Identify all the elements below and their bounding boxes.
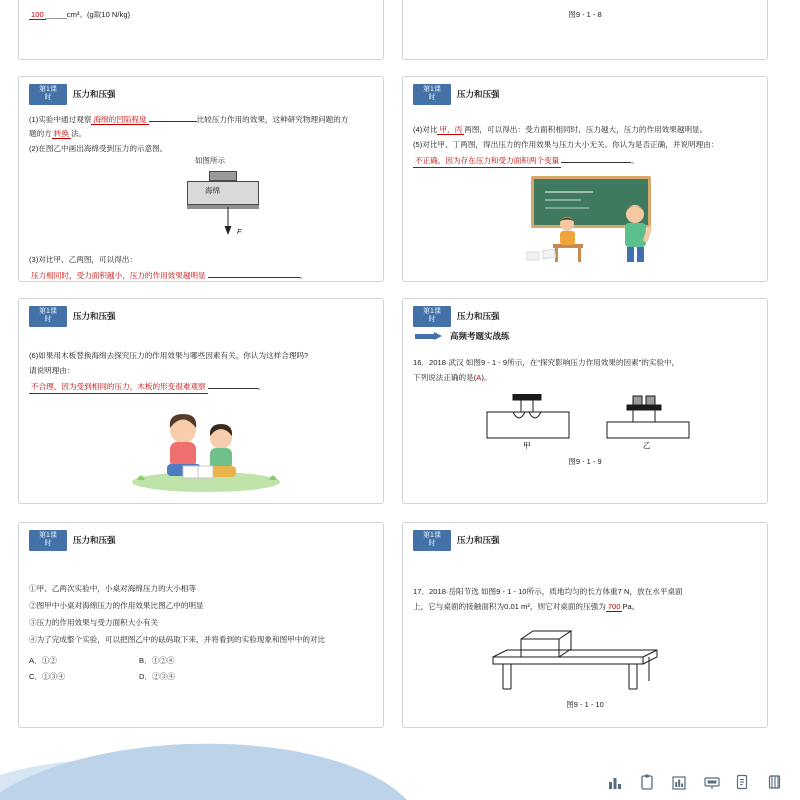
slide3-q1-mid: 比较压力作用的效果，这种研究物理问题的方 [196, 115, 349, 124]
slide3-q1-suffix: 法。 [70, 129, 87, 138]
slide4-q4 [413, 123, 757, 136]
slide4-illustration [413, 172, 757, 264]
slide6-q16-line1: 16．2018·武汉 如图9 - 1 - 9所示，在“探究影响压力作用效果的因素”的实验中， [413, 358, 680, 367]
slide8-figure [413, 629, 757, 719]
fig-label-jia: 甲 [523, 441, 531, 450]
list-icon[interactable] [768, 774, 782, 790]
slide6-figure [413, 394, 757, 478]
slide3-q3-blank-tail [208, 268, 300, 278]
slide3-q3-block [29, 253, 373, 282]
slide8-header [413, 529, 757, 551]
slide8-q17-pre: 上，它与桌面的接触面积为0.01 m²，则它对桌面的压强为 [413, 602, 606, 611]
slide5-header [29, 305, 373, 327]
slide-thumbnail-6[interactable] [402, 298, 768, 504]
lesson-badge [413, 530, 451, 551]
slide4-q5-answer: 不正确，因为存在压力和受力面积两个变量 [413, 154, 561, 168]
lesson-badge [29, 84, 67, 105]
badge-line1: 第1课 [39, 85, 57, 93]
slide4-q4-prefix: (4)对比 [413, 125, 438, 134]
slide3-q1 [29, 113, 373, 126]
slide6-title: 压力和压强 [457, 311, 500, 321]
badge-line1: 第1课 [423, 531, 441, 539]
page-footer [0, 740, 800, 800]
slide3-q1-red: 转换 [53, 129, 69, 138]
slide6-subtitle-row [415, 330, 757, 342]
slide6-body [413, 356, 757, 384]
slide8-body [413, 585, 757, 613]
lesson-badge [413, 306, 451, 327]
fig-small-block [209, 171, 237, 181]
slide7-option-b: B．①②④ [139, 656, 175, 665]
slide1-partial-line [29, 0, 373, 6]
slide5-q6-line2: 请说明理由： [29, 366, 75, 375]
chart-columns-icon[interactable] [672, 774, 686, 790]
slide1-line-text: _____cm³。(g取10 N/kg) [45, 10, 131, 19]
slide4-header [413, 83, 757, 105]
slide1-blank-line [29, 8, 373, 21]
slide7-item-1: ①甲、乙两次实验中，小桌对海绵压力的大小相等 [29, 584, 197, 593]
lesson-badge [29, 306, 67, 327]
slide2-figure-caption: 图9 - 1 - 8 [568, 10, 602, 19]
badge-line2: 时 [44, 540, 52, 547]
slide-thumbnail-2[interactable] [402, 0, 768, 60]
fig-label-force: F [237, 227, 242, 236]
slide1-blank-value: 100 [31, 10, 44, 19]
papers-icon [525, 248, 585, 262]
slide5-body [29, 349, 373, 394]
slide3-q2: (2)在图乙中画出海绵受到压力的示意图。 [29, 144, 168, 153]
slide6-q16-line2 [413, 371, 757, 384]
slide4-q5-blank-tail [561, 153, 631, 163]
block-on-table-figure-icon [469, 629, 709, 695]
slide3-q1-underline: 海绵的凹陷程度 [93, 115, 147, 124]
badge-line1: 第1课 [39, 531, 57, 539]
slide7-option-c: C．①③④ [29, 672, 65, 681]
slide5-title: 压力和压强 [73, 311, 116, 321]
slide-thumbnail-4[interactable] [402, 76, 768, 282]
slide7-item-4: ④为了完成整个实验，可以把图乙中的砝码取下来，并将看到的实验现象和图甲中的对比 [29, 635, 326, 644]
slide8-title: 压力和压强 [457, 535, 500, 545]
slide3-q3: (3)对比甲、乙两图，可以得出： [29, 255, 137, 264]
slide5-q6-answer-line: 不合理，因为受到相同的压力，木板的形变很难观察 。 [29, 379, 373, 394]
footer-wave-dark [0, 740, 422, 800]
bar-chart-icon[interactable] [608, 774, 622, 790]
student-standing-icon [609, 202, 663, 264]
slide7-option-a: A．①② [29, 656, 57, 665]
badge-line1: 第1课 [39, 307, 57, 315]
badge-line2: 时 [44, 316, 52, 323]
slide4-body [413, 123, 757, 168]
badge-line2: 时 [44, 94, 52, 101]
kids-reading-icon [121, 408, 291, 494]
slide3-q1-lead: 题的方 [29, 129, 52, 138]
slide4-q5-answer-line: 不正确，因为存在压力和受力面积两个变量 。 [413, 153, 757, 168]
slide4-q4-suffix: 两图，可以得出：受力面积相同时，压力越大，压力的作用效果越明显。 [464, 125, 708, 134]
slide6-header [413, 305, 757, 327]
slide8-q17-line1: 17．2018·岳阳节选 如图9 - 1 - 10所示，质地均匀的长方体重7 N，放在水平桌面 [413, 587, 683, 596]
slide6-q16-pre: 下列说法正确的是( [413, 373, 477, 382]
slide6-q16-post: )。 [481, 373, 492, 382]
slide4-q4-red: 甲、丙 [439, 125, 463, 134]
badge-line2: 时 [428, 540, 436, 547]
footer-icon-bar[interactable] [608, 774, 782, 790]
slide-thumbnail-3[interactable] [18, 76, 384, 282]
slide3-q1-prefix: (1)实验中通过观察 [29, 115, 92, 124]
lesson-badge [29, 530, 67, 551]
slide6-q16-answer: A [476, 373, 482, 382]
slide8-q17-answer: 700 [607, 602, 621, 611]
badge-line2: 时 [428, 316, 436, 323]
slide4-q5: (5)对比甲、丁两图，得出压力的作用效果与压力大小无关。你认为是否正确，并说明理由： [413, 140, 719, 149]
slide6-figure-caption: 图9 - 1 - 9 [568, 457, 602, 466]
slide7-item-3: ③压力的作用效果与受力面积大小有关 [29, 618, 159, 627]
slide8-figure-caption: 图9 - 1 - 10 [566, 700, 604, 709]
presentation-icon[interactable] [704, 774, 718, 790]
slide8-q17-post: Pa。 [622, 602, 640, 611]
slide7-title: 压力和压强 [73, 535, 116, 545]
slide8-q17-line2 [413, 600, 757, 613]
pressure-experiment-figure-icon [417, 394, 757, 464]
slide6-subtitle: 高频考题实战练 [450, 331, 510, 341]
slide-thumbnail-7[interactable] [18, 522, 384, 728]
fig-label-sponge: 海绵 [205, 186, 220, 195]
badge-line1: 第1课 [423, 307, 441, 315]
slide3-q1-blank [149, 121, 197, 122]
slide-thumbnail-5[interactable] [18, 298, 384, 504]
slide3-sponge-figure [29, 157, 373, 253]
fig-sponge-body [187, 181, 259, 205]
badge-line2: 时 [428, 94, 436, 101]
fig-label-yi: 乙 [643, 441, 651, 450]
slide3-title: 压力和压强 [73, 89, 116, 99]
slide7-item-2: ②图甲中小桌对海绵压力的作用效果比图乙中的明显 [29, 601, 204, 610]
fig-label-top: 如图所示 [195, 156, 225, 165]
slide5-illustration [29, 408, 373, 494]
slide4-title: 压力和压强 [457, 89, 500, 99]
slide7-header [29, 529, 373, 551]
slide-thumbnail-8[interactable] [402, 522, 768, 728]
slide5-q6-blank-tail [208, 379, 258, 389]
slide5-q6-line1: (6)如果用木板替换海绵去探究压力的作用效果与哪些因素有关，你认为这样合理吗? [29, 351, 309, 360]
slide3-q3-answer-line: 压力相同时，受力面积越小，压力的作用效果越明显 。 [29, 268, 373, 282]
badge-line1: 第1课 [423, 85, 441, 93]
arrow-right-icon [415, 332, 445, 341]
slide3-header [29, 83, 373, 105]
slide-thumbnail-1[interactable] [18, 0, 384, 60]
slide7-option-d: D．②③④ [139, 672, 175, 681]
slide7-body [29, 581, 373, 684]
slide3-body [29, 113, 373, 155]
document-icon[interactable] [736, 774, 750, 790]
clipboard-icon[interactable] [640, 774, 654, 790]
slide5-q6-answer: 不合理，因为受到相同的压力，木板的形变很难观察 [29, 380, 208, 394]
slide3-q3-answer: 压力相同时，受力面积越小，压力的作用效果越明显 [29, 269, 208, 282]
lesson-badge [413, 84, 451, 105]
slide3-q1-cont [29, 127, 373, 140]
